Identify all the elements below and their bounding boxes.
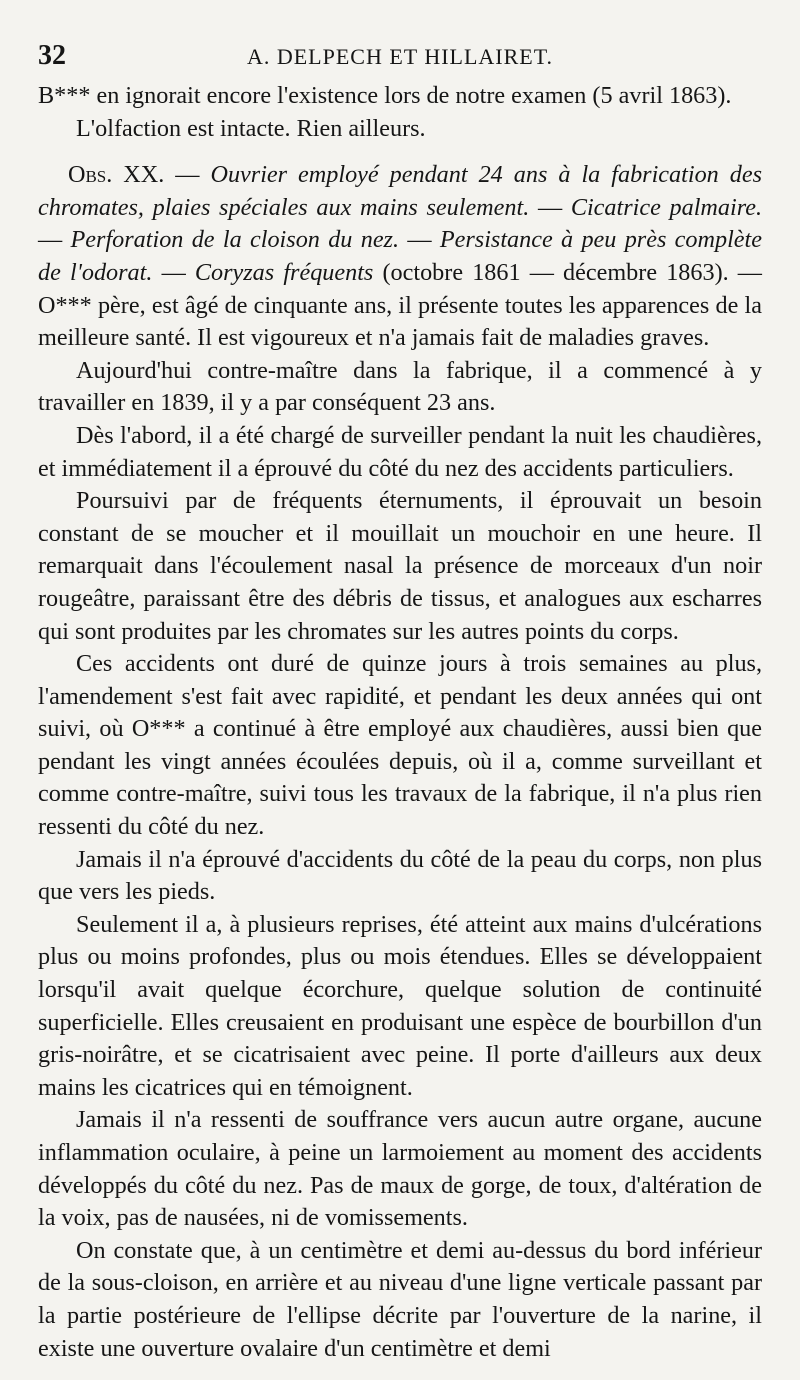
obs-dash: — [164, 161, 211, 189]
page-number: 32 [38, 40, 66, 71]
obs-dash: — [399, 226, 440, 254]
obs-summary-perforation: Perforation de la cloison du nez. [70, 226, 400, 254]
obs-body: (octobre 1861 — décembre 1863). — O*** père, est âgé de cinquante ans, il présente toutes les apparences de la meilleure santé. Il est vigoureux et n'a jamais fait de maladies graves. [38, 258, 762, 352]
obs-dash: — [38, 226, 71, 254]
observation-heading [38, 159, 762, 355]
paragraph-foreman: Aujourd'hui contre-maître dans la fabrique, il a commencé à y travailler en 1839, il y a par conséquent 23 ans. [38, 356, 762, 417]
paragraph-skin: Jamais il n'a éprouvé d'accidents du côté de la peau du corps, non plus que vers les pieds. [38, 845, 762, 906]
obs-dash: — [152, 258, 195, 286]
obs-dash: — [529, 193, 571, 221]
paragraph-other-organs: Jamais il n'a ressenti de souffrance vers aucun autre organe, aucune inflammation oculaire, à peine un larmoiement au moment des accidents développés du côté du nez. Pas de maux de gorge, de toux, d'altération de la voix, pas de nausées, ni de vomissements. [38, 1106, 762, 1232]
obs-summary-occupation: Ouvrier employé pendant 24 ans à la fabrication des chromates, plaies spéciales aux mains seulement. [38, 161, 762, 221]
paragraph-sneezing: Poursuivi par de fréquents éternuments, il éprouvait un besoin constant de se moucher et il mouillait un mouchoir en une heure. Il remarquait dans l'écoulement nasal la présence de morceaux d'un noir rougeâtre, paraissant être des débris de tissus, et analogues aux escharres qui sont produites par les chromates sur les autres points du corps. [38, 487, 762, 645]
observation-label: Obs. XX. [68, 161, 165, 189]
obs-summary-coryza: Coryzas fréquents [194, 258, 374, 286]
running-head [38, 36, 762, 80]
obs-summary-scar: Cicatrice palmaire. [570, 193, 763, 221]
running-title: A. DELPECH ET HILLAIRET. [246, 44, 554, 69]
paragraph-continuation: B*** en ignorait encore l'existence lors de notre examen (5 avril 1863). [38, 82, 732, 109]
paragraph-examination: On constate que, à un centimètre et demi au-dessus du bord inférieur de la sous-cloison, en arrière et au niveau d'une ligne verticale passant par la partie postérieure de l'ellipse décrite par l'ouverture de la narine, il existe une ouverture ovalaire d'un centimètre et demi [38, 1236, 762, 1362]
paragraph-boilers: Dès l'abord, il a été chargé de surveiller pendant la nuit les chaudières, et immédiatement il a éprouvé du côté du nez des accidents particuliers. [38, 421, 762, 482]
paragraph-olfaction: L'olfaction est intacte. Rien ailleurs. [76, 114, 426, 142]
obs-summary-smell: Persistance à peu près complète de l'odorat. [38, 226, 762, 286]
paragraph-duration: Ces accidents ont duré de quinze jours à trois semaines au plus, l'amendement s'est fait avec rapidité, et pendant les deux années qui ont suivi, où O*** a continué à être employé aux chaudières, aussi bien que pendant les vingt années écoulées depuis, où il a, comme surveillant et comme contre-maître, suivi tous les travaux de la fabrique, il n'a plus rien ressenti du côté du nez. [38, 650, 762, 841]
paragraph-ulcerations: Seulement il a, à plusieurs reprises, été atteint aux mains d'ulcérations plus ou moins profondes, plus ou mois étendues. Elles se développaient lorsqu'il avait quelque écorchure, quelque solution de continuité superficielle. Elles creusaient en produisant une espèce de bourbillon d'un gris-noirâtre, et se cicatrisaient avec peine. Il porte d'ailleurs aux deux mains les cicatrices qui en témoignent. [38, 910, 762, 1101]
body-text [38, 80, 762, 1365]
